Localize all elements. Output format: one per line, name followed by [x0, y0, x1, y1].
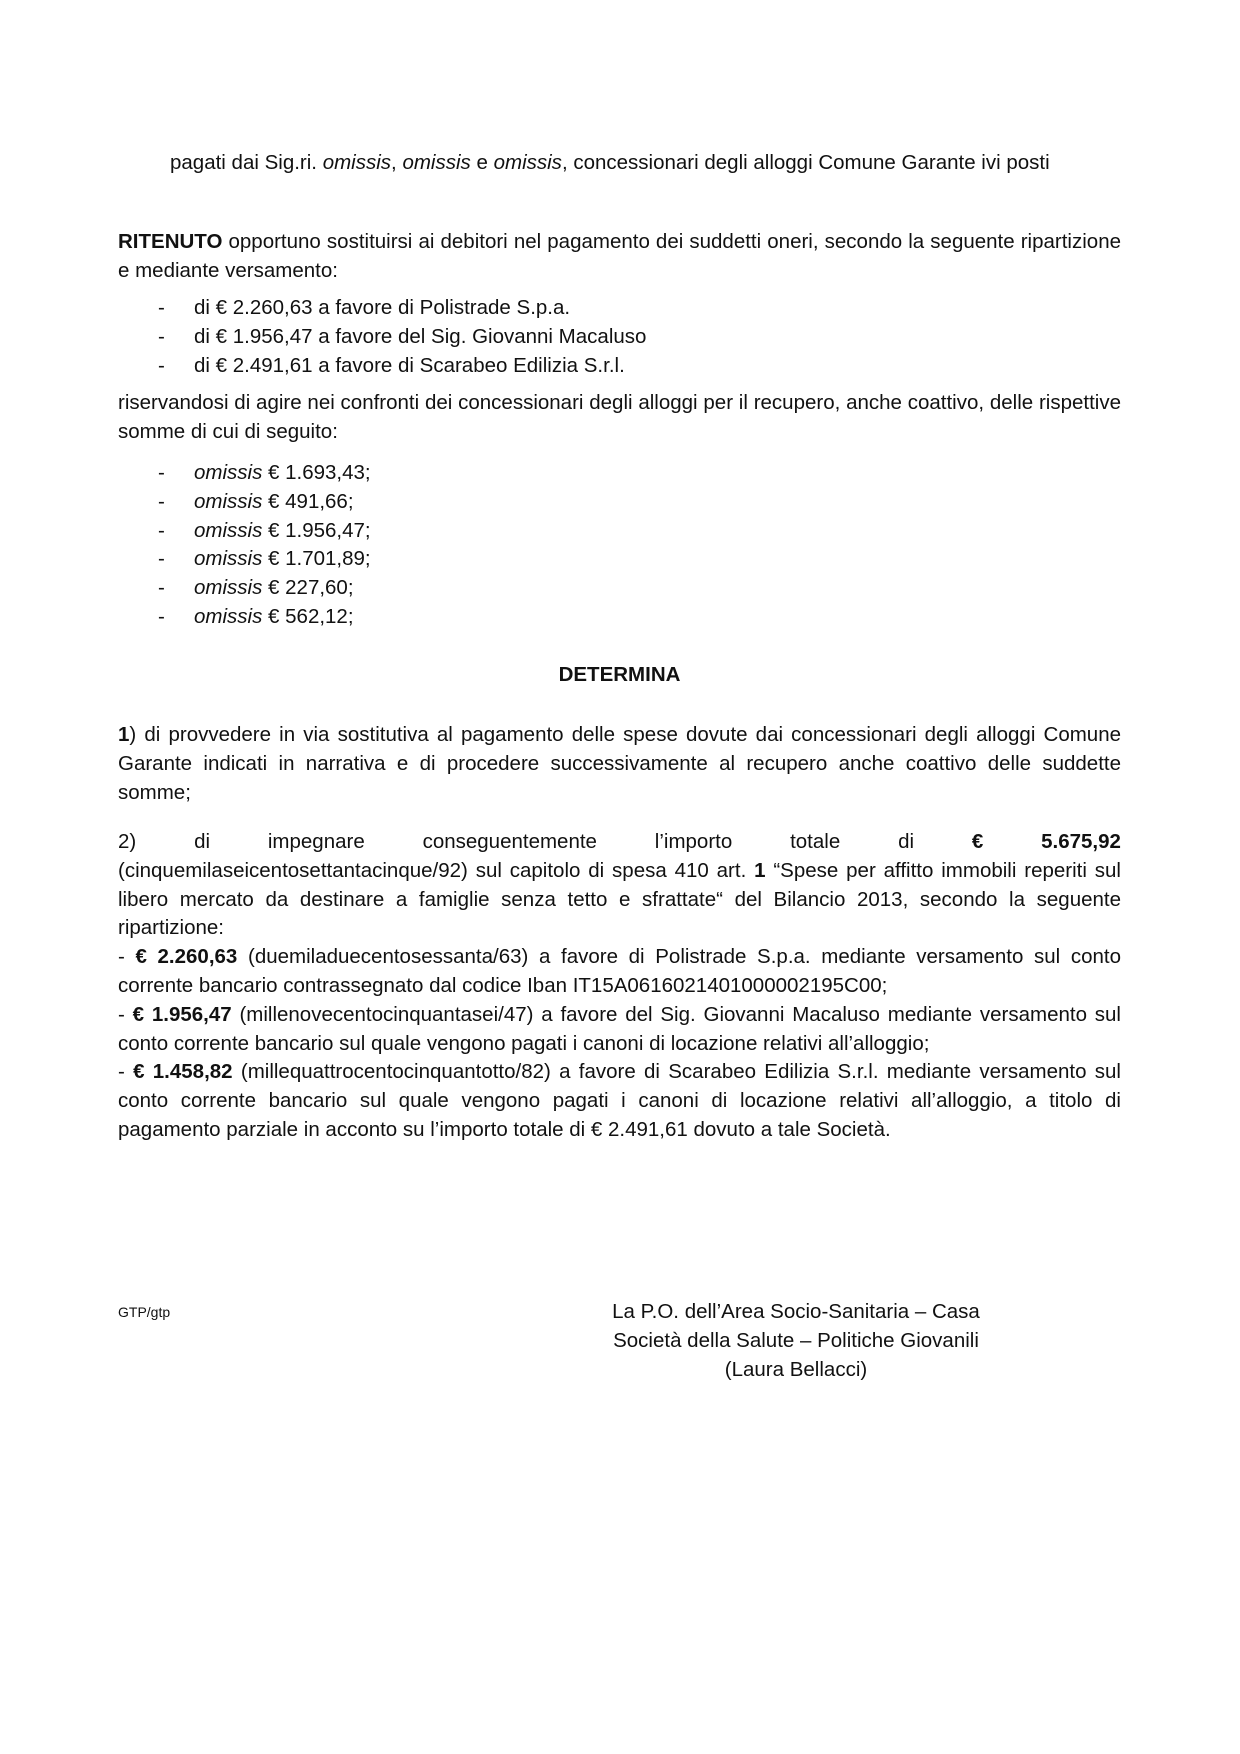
- allocation-amount: € 1.956,47: [132, 1002, 232, 1026]
- allocation-text: (millequattrocentocinquantotto/82) a favore di Scarabeo Edilizia S.r.l. mediante versamento sul conto corrente bancario sul quale vengono pagati i canoni di locazione relativi all’alloggio, a titolo di pagamento parziale in acconto su l’importo totale di € 2.491,61 dovuto a tale Società.: [118, 1060, 1121, 1141]
- list-item: [118, 545, 1121, 574]
- debtor-amount: € 1.693,43;: [262, 461, 371, 484]
- allocation-amount: € 1.458,82: [133, 1060, 233, 1084]
- signature-name: (Laura Bellacci): [724, 1357, 868, 1381]
- payment-text: di € 2.491,61 a favore di Scarabeo Edilizia S.r.l.: [194, 353, 625, 377]
- redacted-name: omissis: [194, 489, 263, 513]
- redacted-name: omissis: [194, 547, 263, 571]
- list-item: [118, 603, 1121, 632]
- debtor-entry: [194, 603, 354, 632]
- point-2-text-b: “Spese per affitto immobili reperiti sul libero mercato da destinare a famiglie senza tetto e sfrattate“ del Bilancio 2013, secondo la seguente ripartizione:: [118, 858, 1121, 940]
- debtor-amount: € 562,12;: [262, 604, 354, 628]
- determina-point-2: [118, 828, 1121, 1145]
- intro-paragraph: [170, 149, 1121, 178]
- list-dash: -: [158, 324, 165, 348]
- list-item: [118, 574, 1121, 603]
- payments-list: [118, 294, 1121, 380]
- section-heading: DETERMINA: [558, 663, 681, 686]
- redacted-name: omissis: [402, 151, 471, 174]
- intro-text-before: pagati dai Sig.ri.: [170, 151, 323, 174]
- allocation-dash: -: [118, 1002, 133, 1026]
- allocation-text: (duemiladuecentosessanta/63) a favore di Polistrade S.p.a. mediante versamento sul conto corrente bancario contrassegnato dal codice Iban IT15A0616021401000002195C00;: [118, 945, 1121, 997]
- word: di: [898, 830, 915, 853]
- debtor-entry: [194, 517, 371, 546]
- list-dash: -: [158, 604, 165, 628]
- redacted-name: omissis: [194, 576, 263, 600]
- article-number: 1: [754, 858, 766, 882]
- word: conseguentemente: [422, 830, 597, 853]
- redacted-name: omissis: [194, 604, 263, 628]
- allocation-item: [118, 1001, 1121, 1059]
- signature-line: La P.O. dell’Area Socio-Sanitaria – Casa: [612, 1300, 980, 1323]
- allocation-dash: -: [118, 945, 136, 969]
- payment-text: di € 2.260,63 a favore di Polistrade S.p.a.: [194, 296, 571, 319]
- debtor-amount: € 1.701,89;: [262, 547, 371, 571]
- point-2-first-line: [118, 828, 1121, 857]
- signature-line: Società della Salute – Politiche Giovanili: [613, 1328, 979, 1352]
- list-dash: -: [158, 296, 165, 319]
- point-number: 2): [118, 830, 137, 853]
- list-item: [118, 459, 1121, 488]
- redacted-name: omissis: [194, 461, 263, 484]
- debtor-entry: [194, 459, 371, 488]
- list-dash: -: [158, 518, 165, 542]
- signature-block: [566, 1298, 1026, 1384]
- word: l’importo: [654, 830, 733, 853]
- allocation-item: [118, 943, 1121, 1001]
- ritenuto-keyword: RITENUTO: [118, 230, 223, 253]
- point-2-text-a: (cinquemilaseicentosettantacinque/92) sul capitolo di spesa 410 art.: [118, 858, 755, 882]
- allocation-text: (millenovecentocinquantasei/47) a favore del Sig. Giovanni Macaluso mediante versamento sul conto corrente bancario sul quale vengono pagati i canoni di locazione relativi all’alloggio;: [118, 1002, 1121, 1055]
- list-item: [118, 294, 1121, 323]
- ritenuto-text: opportuno sostituirsi ai debitori nel pagamento dei suddetti oneri, secondo la seguente ripartizione e mediante versamento:: [118, 230, 1121, 282]
- riservandosi-paragraph: riservandosi di agire nei confronti dei concessionari degli alloggi per il recupero, anche coattivo, delle rispettive somme di cui di seguito:: [118, 391, 1121, 443]
- allocation-dash: -: [118, 1060, 134, 1084]
- word: di: [194, 830, 211, 853]
- list-dash: -: [158, 461, 165, 484]
- list-dash: -: [158, 489, 165, 513]
- allocation-amount: € 2.260,63: [135, 945, 238, 969]
- euro-symbol: €: [971, 830, 984, 853]
- debtors-list: [118, 459, 1121, 632]
- debtor-amount: € 491,66;: [262, 489, 354, 513]
- word: impegnare: [267, 830, 365, 853]
- list-item: [118, 352, 1121, 381]
- list-dash: -: [158, 576, 165, 600]
- list-item: [118, 517, 1121, 546]
- point-number: 1: [118, 723, 130, 746]
- debtor-amount: € 1.956,47;: [262, 518, 371, 542]
- debtor-entry: [194, 574, 354, 603]
- list-dash: -: [158, 547, 165, 571]
- redacted-name: omissis: [493, 151, 562, 174]
- allocation-item: [118, 1058, 1121, 1144]
- list-item: [118, 488, 1121, 517]
- payment-text: di € 1.956,47 a favore del Sig. Giovanni Macaluso: [194, 324, 647, 348]
- debtor-entry: [194, 545, 371, 574]
- total-amount: 5.675,92: [1041, 830, 1121, 853]
- reference-initials: GTP/gtp: [118, 1304, 171, 1320]
- list-dash: -: [158, 353, 165, 377]
- word: totale: [790, 830, 841, 853]
- redacted-name: omissis: [194, 518, 263, 542]
- ritenuto-paragraph: [118, 228, 1121, 286]
- point-text: ) di provvedere in via sostitutiva al pagamento delle spese dovute dai concessionari degli alloggi Comune Garante indicati in narrativa e di procedere successivamente al recupero anche coattivo delle suddette somme;: [118, 723, 1121, 804]
- separator: e: [470, 151, 494, 174]
- point-2-body: [118, 857, 1121, 943]
- list-item: [118, 323, 1121, 352]
- intro-text-after: , concessionari degli alloggi Comune Garante ivi posti: [561, 151, 1050, 174]
- debtor-entry: [194, 488, 354, 517]
- determina-point-1: [118, 721, 1121, 807]
- separator: ,: [391, 151, 403, 174]
- redacted-name: omissis: [322, 151, 392, 174]
- debtor-amount: € 227,60;: [262, 576, 354, 600]
